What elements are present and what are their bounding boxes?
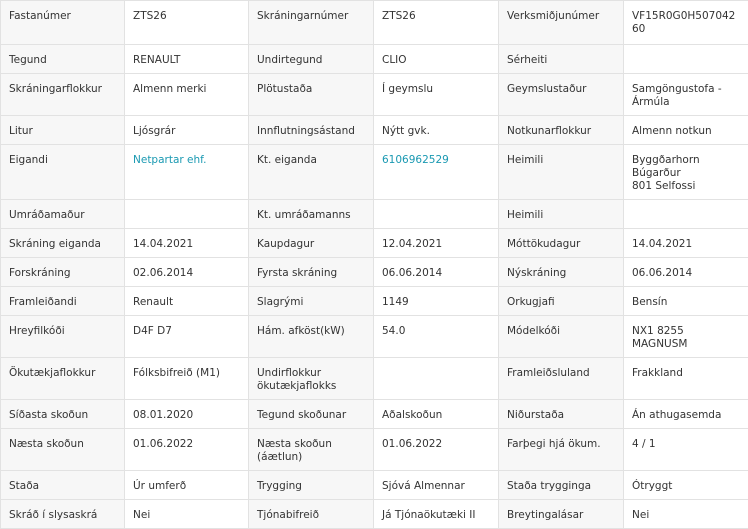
row-fastanumer	[1, 1, 748, 45]
label-modelkodi: Módelkóði	[499, 316, 624, 358]
row-framleidandi	[1, 287, 748, 316]
row-forskraning	[1, 258, 748, 287]
label-kt-umradamanns: Kt. umráðamanns	[249, 200, 374, 229]
value-nyskraning: 06.06.2014	[624, 258, 748, 287]
value-skraning-eiganda: 14.04.2021	[125, 229, 249, 258]
row-okutaekjaflokkur	[1, 358, 748, 400]
label-undirtegund: Undirtegund	[249, 45, 374, 74]
value-slysaskra: Nei	[125, 500, 249, 529]
value-notkunarflokkur: Almenn notkun	[624, 116, 748, 145]
label-hreyfilkodi: Hreyfilkóði	[1, 316, 125, 358]
label-heimili-umradamanns: Heimili	[499, 200, 624, 229]
label-okutaekjaflokkur: Ökutækjaflokkur	[1, 358, 125, 400]
label-naesta-skodun: Næsta skoðun	[1, 429, 125, 471]
value-sidasta-skodun: 08.01.2020	[125, 400, 249, 429]
label-nyskraning: Nýskráning	[499, 258, 624, 287]
row-litur	[1, 116, 748, 145]
label-stada: Staða	[1, 471, 125, 500]
value-geymslustadur: Samgöngustofa - Ármúla	[624, 74, 748, 116]
value-breytingalasar: Nei	[624, 500, 748, 529]
label-breytingalasar: Breytingalásar	[499, 500, 624, 529]
value-fastanumer: ZTS26	[125, 1, 249, 45]
value-skraningarnumer: ZTS26	[374, 1, 499, 45]
label-orkugjafi: Orkugjafi	[499, 287, 624, 316]
value-naesta-skodun: 01.06.2022	[125, 429, 249, 471]
label-nidurstada: Niðurstaða	[499, 400, 624, 429]
value-fyrsta-skraning: 06.06.2014	[374, 258, 499, 287]
label-tegund-skodunar: Tegund skoðunar	[249, 400, 374, 429]
label-sidasta-skodun: Síðasta skoðun	[1, 400, 125, 429]
row-eigandi	[1, 145, 748, 200]
label-fastanumer: Fastanúmer	[1, 1, 125, 45]
label-notkunarflokkur: Notkunarflokkur	[499, 116, 624, 145]
row-slysaskra	[1, 500, 748, 529]
row-skraningarflokkur	[1, 74, 748, 116]
row-umradamadur	[1, 200, 748, 229]
row-stada	[1, 471, 748, 500]
value-farthegi: 4 / 1	[624, 429, 748, 471]
label-kt-eiganda: Kt. eiganda	[249, 145, 374, 200]
value-kaupdagur: 12.04.2021	[374, 229, 499, 258]
label-framleidandi: Framleiðandi	[1, 287, 125, 316]
label-serheiti: Sérheiti	[499, 45, 624, 74]
value-tegund-skodunar: Aðalskoðun	[374, 400, 499, 429]
value-nidurstada: Án athugasemda	[624, 400, 748, 429]
label-eigandi: Eigandi	[1, 145, 125, 200]
value-verksmidjunumer: VF15R0G0H507042 60	[624, 1, 748, 45]
value-slagrymi: 1149	[374, 287, 499, 316]
row-skraning-eiganda	[1, 229, 748, 258]
row-hreyfilkodi	[1, 316, 748, 358]
value-ham-afkost: 54.0	[374, 316, 499, 358]
value-tegund: RENAULT	[125, 45, 249, 74]
label-tegund: Tegund	[1, 45, 125, 74]
label-litur: Litur	[1, 116, 125, 145]
value-stada: Úr umferð	[125, 471, 249, 500]
value-tjonabifreid: Já Tjónaökutæki II	[374, 500, 499, 529]
label-stada-trygginga: Staða trygginga	[499, 471, 624, 500]
label-undirflokkur: Undirflokkur ökutækjaflokks	[249, 358, 374, 400]
value-skraningarflokkur: Almenn merki	[125, 74, 249, 116]
label-skraning-eiganda: Skráning eiganda	[1, 229, 125, 258]
label-heimili: Heimili	[499, 145, 624, 200]
value-hreyfilkodi: D4F D7	[125, 316, 249, 358]
label-kaupdagur: Kaupdagur	[249, 229, 374, 258]
label-fyrsta-skraning: Fyrsta skráning	[249, 258, 374, 287]
label-forskraning: Forskráning	[1, 258, 125, 287]
value-mottokudagur: 14.04.2021	[624, 229, 748, 258]
value-undirtegund: CLIO	[374, 45, 499, 74]
label-naesta-skodun-aaetlun: Næsta skoðun (áætlun)	[249, 429, 374, 471]
label-umradamadur: Umráðamaður	[1, 200, 125, 229]
value-serheiti	[624, 45, 748, 74]
label-mottokudagur: Móttökudagur	[499, 229, 624, 258]
label-plotustada: Plötustaða	[249, 74, 374, 116]
row-tegund	[1, 45, 748, 74]
label-farthegi: Farþegi hjá ökum.	[499, 429, 624, 471]
value-framleidsluland: Frakkland	[624, 358, 748, 400]
value-heimili: Byggðarhorn Búgarður 801 Selfossi	[624, 145, 748, 200]
value-modelkodi: NX1 8255 MAGNUSM	[624, 316, 748, 358]
value-stada-trygginga: Ótryggt	[624, 471, 748, 500]
label-ham-afkost: Hám. afköst(kW)	[249, 316, 374, 358]
row-naesta-skodun	[1, 429, 748, 471]
value-umradamadur	[125, 200, 249, 229]
label-skraningarflokkur: Skráningarflokkur	[1, 74, 125, 116]
owner-id-link[interactable]: 6106962529	[382, 154, 449, 166]
label-geymslustadur: Geymslustaður	[499, 74, 624, 116]
value-okutaekjaflokkur: Fólksbifreið (M1)	[125, 358, 249, 400]
value-trygging: Sjóvá Almennar	[374, 471, 499, 500]
value-eigandi	[125, 145, 249, 200]
label-slagrymi: Slagrými	[249, 287, 374, 316]
owner-link[interactable]: Netpartar ehf.	[133, 154, 207, 166]
value-orkugjafi: Bensín	[624, 287, 748, 316]
value-heimili-umradamanns	[624, 200, 748, 229]
value-litur: Ljósgrár	[125, 116, 249, 145]
label-verksmidjunumer: Verksmiðjunúmer	[499, 1, 624, 45]
value-framleidandi: Renault	[125, 287, 249, 316]
value-plotustada: Í geymslu	[374, 74, 499, 116]
value-naesta-skodun-aaetlun: 01.06.2022	[374, 429, 499, 471]
label-framleidsluland: Framleiðsluland	[499, 358, 624, 400]
label-innflutningsastand: Innflutningsástand	[249, 116, 374, 145]
value-innflutningsastand: Nýtt gvk.	[374, 116, 499, 145]
label-skraningarnumer: Skráningarnúmer	[249, 1, 374, 45]
value-undirflokkur	[374, 358, 499, 400]
value-kt-umradamanns	[374, 200, 499, 229]
label-tjonabifreid: Tjónabifreið	[249, 500, 374, 529]
value-kt-eiganda	[374, 145, 499, 200]
row-sidasta-skodun	[1, 400, 748, 429]
label-trygging: Trygging	[249, 471, 374, 500]
value-forskraning: 02.06.2014	[125, 258, 249, 287]
label-slysaskra: Skráð í slysaskrá	[1, 500, 125, 529]
